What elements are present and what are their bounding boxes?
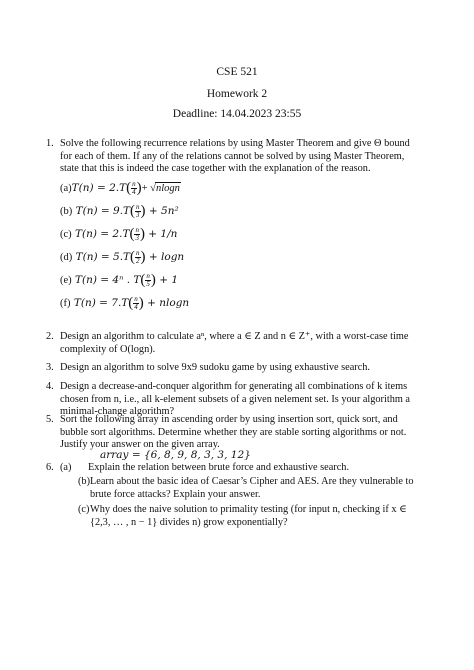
course-code: CSE 521	[216, 66, 258, 78]
fraction: $\frac{n}{3}$	[135, 226, 139, 242]
item-label: (a)	[60, 182, 72, 194]
question-text: Solve the following recurrence relations by using Master Theorem and give Θ bound for each of them. If any of the relations cannot be solved by using Master Theorem, state that this is indeed the case together with the explanation of the reason.	[60, 138, 410, 175]
recurrence-rhs: + 1/n	[144, 227, 178, 240]
recurrence-e: (e) T(n) = 4ⁿ . T( $\frac{n}{5}$ ) + 1	[60, 272, 179, 288]
recurrence-rhs: + 5n²	[145, 204, 179, 217]
fraction: $\frac{n}{3}$	[136, 203, 140, 219]
question-number: 6.	[46, 462, 54, 473]
question-number: 2.	[46, 331, 54, 342]
recurrence-rhs: + 1	[155, 273, 179, 286]
subquestion-b-label: (b)	[78, 476, 91, 487]
item-label: (f)	[60, 297, 71, 309]
subquestion-b-text: Learn about the basic idea of Caesar’s Cipher and AES. Are they vulnerable to brute force attacks? Explain your answer.	[90, 476, 414, 500]
recurrence-lhs: T(n) = 9.T	[72, 204, 131, 217]
homework-title: Homework 2	[206, 88, 268, 100]
recurrence-c: (c) T(n) = 2.T( $\frac{n}{3}$ ) + 1/n	[60, 226, 178, 242]
question-number: 4.	[46, 381, 54, 392]
array-definition: array = {6, 8, 9, 8, 3, 3, 12}	[100, 449, 251, 461]
question-2	[46, 331, 422, 356]
subquestion-c-label: (c)	[78, 504, 90, 515]
fraction: $\frac{n}{4}$	[132, 180, 136, 196]
question-text: Design an algorithm to solve 9x9 sudoku game by using exhaustive search.	[60, 362, 370, 373]
recurrence-lhs: T(n) = 7.T	[70, 296, 129, 309]
question-5	[46, 414, 422, 452]
item-label: (d)	[60, 251, 73, 263]
recurrence-f: (f) T(n) = 7.T( $\frac{n}{4}$ ) + nlogn	[60, 295, 190, 311]
fraction: $\frac{n}{4}$	[134, 295, 138, 311]
recurrence-lhs: T(n) = 2.T	[71, 181, 127, 194]
subquestion-c-text: Why does the naive solution to primality testing (for input n, checking if x ∈ {2,3, … , n − 1} divides n) grow exponentially?	[90, 504, 407, 528]
recurrence-b: (b) T(n) = 9.T( $\frac{n}{3}$ ) + 5n²	[60, 203, 179, 219]
question-text: Design an algorithm to calculate aⁿ, where a ∈ Z and n ∈ Z⁺, with a worst-case time complexity of O(logn).	[60, 331, 409, 355]
fraction: $\frac{n}{5}$	[146, 272, 150, 288]
recurrence-rhs: +	[141, 182, 151, 194]
question-text: Design a decrease-and-conquer algorithm for generating all combinations of k items chosen from n, i.e., all k-element subsets of a given nelement set. Is your algorithm a minimal-change algorithm?	[60, 381, 410, 418]
question-6	[46, 462, 422, 475]
recurrence-a: (a)T(n) = 2.T( $\frac{n}{4}$ )+ √nlogn	[60, 180, 180, 196]
recurrence-rhs: + nlogn	[143, 296, 190, 309]
item-label: (c)	[60, 228, 72, 240]
sqrt-term: nlogn	[155, 182, 180, 194]
question-text: Sort the following array in ascending order by using insertion sort, quick sort, and bubble sort algorithms. Determine whether they are stable sorting algorithms or not. Justify your answer on the given array.	[60, 414, 407, 451]
subquestion-a-text: Explain the relation between brute force and exhaustive search.	[88, 462, 350, 473]
recurrence-lhs: T(n) = 2.T	[71, 227, 130, 240]
recurrence-d: (d) T(n) = 5.T( $\frac{n}{2}$ ) + logn	[60, 249, 185, 265]
question-number: 5.	[46, 414, 54, 425]
deadline: Deadline: 14.04.2023 23:55	[172, 108, 302, 120]
recurrence-lhs: T(n) = 4ⁿ . T	[71, 273, 141, 286]
recurrence-lhs: T(n) = 5.T	[72, 250, 131, 263]
item-label: (b)	[60, 205, 73, 217]
question-number: 1.	[46, 138, 54, 149]
subquestion-label: (a)	[60, 462, 72, 473]
recurrence-rhs: + logn	[145, 250, 185, 263]
fraction: $\frac{n}{2}$	[136, 249, 140, 265]
question-number: 3.	[46, 362, 54, 373]
item-label: (e)	[60, 274, 72, 286]
question-1	[46, 138, 422, 176]
question-3	[46, 362, 422, 375]
